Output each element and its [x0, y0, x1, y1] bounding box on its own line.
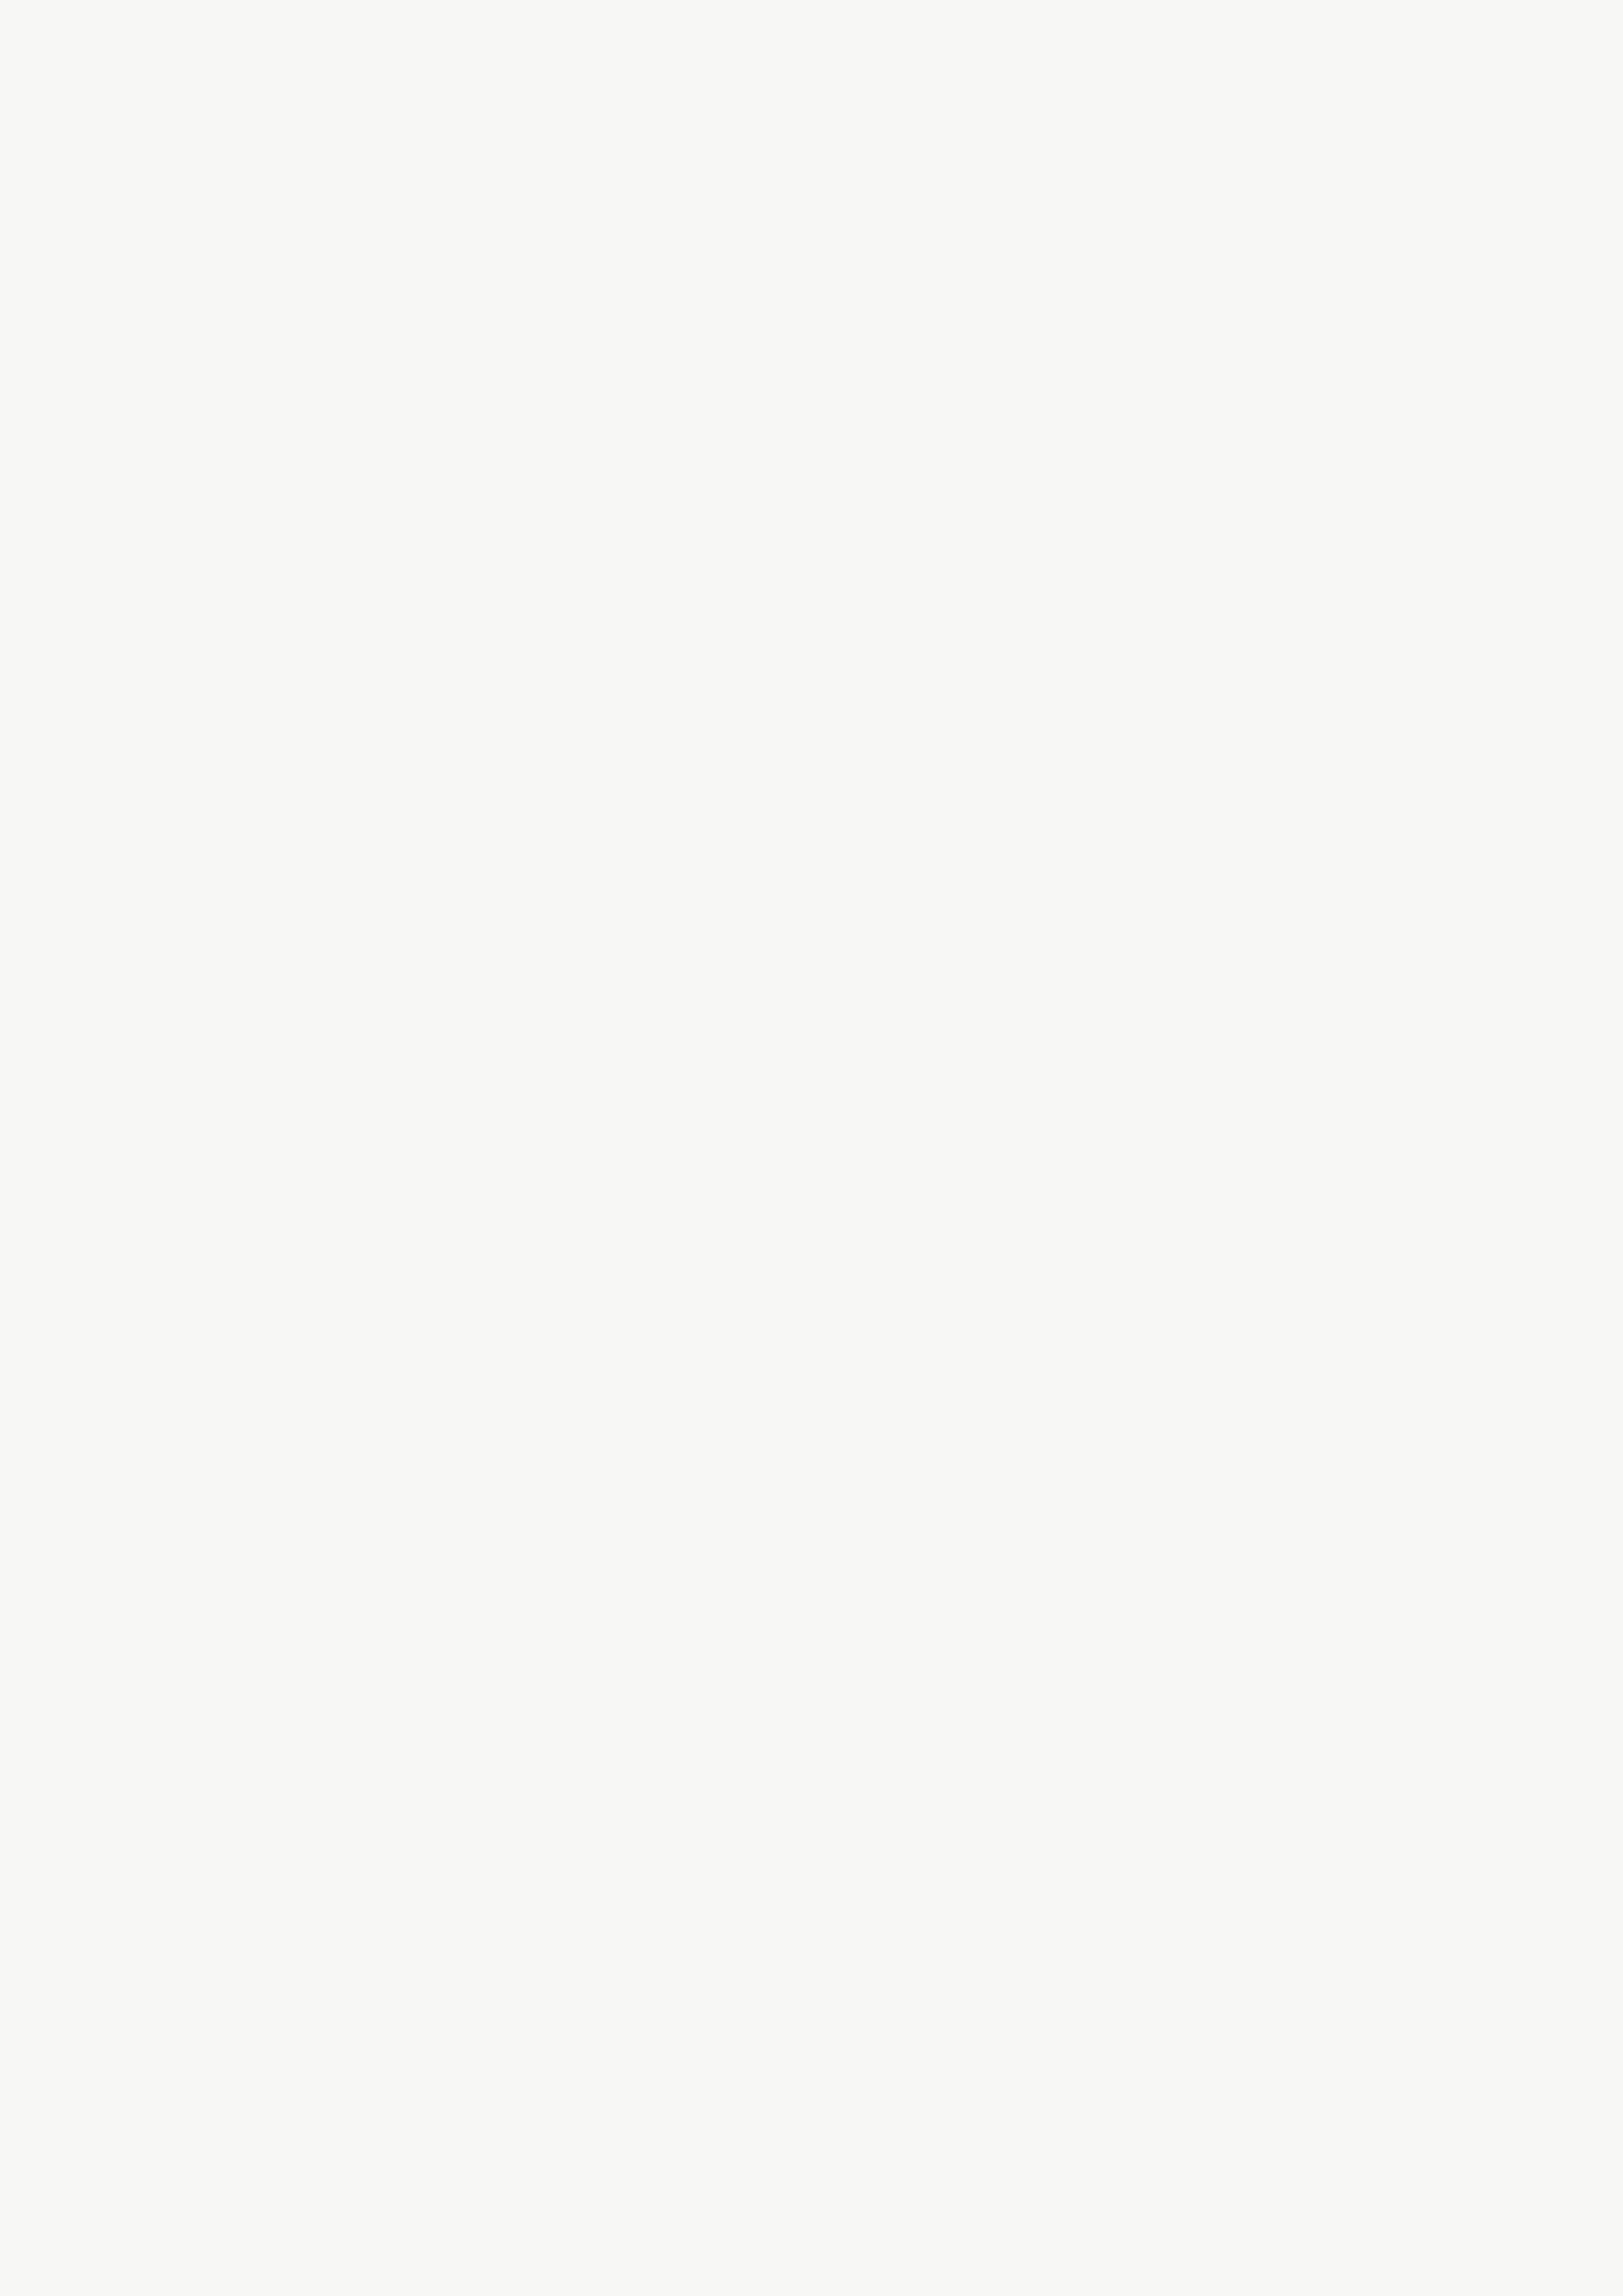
rotated-page [216, 54, 1597, 2280]
